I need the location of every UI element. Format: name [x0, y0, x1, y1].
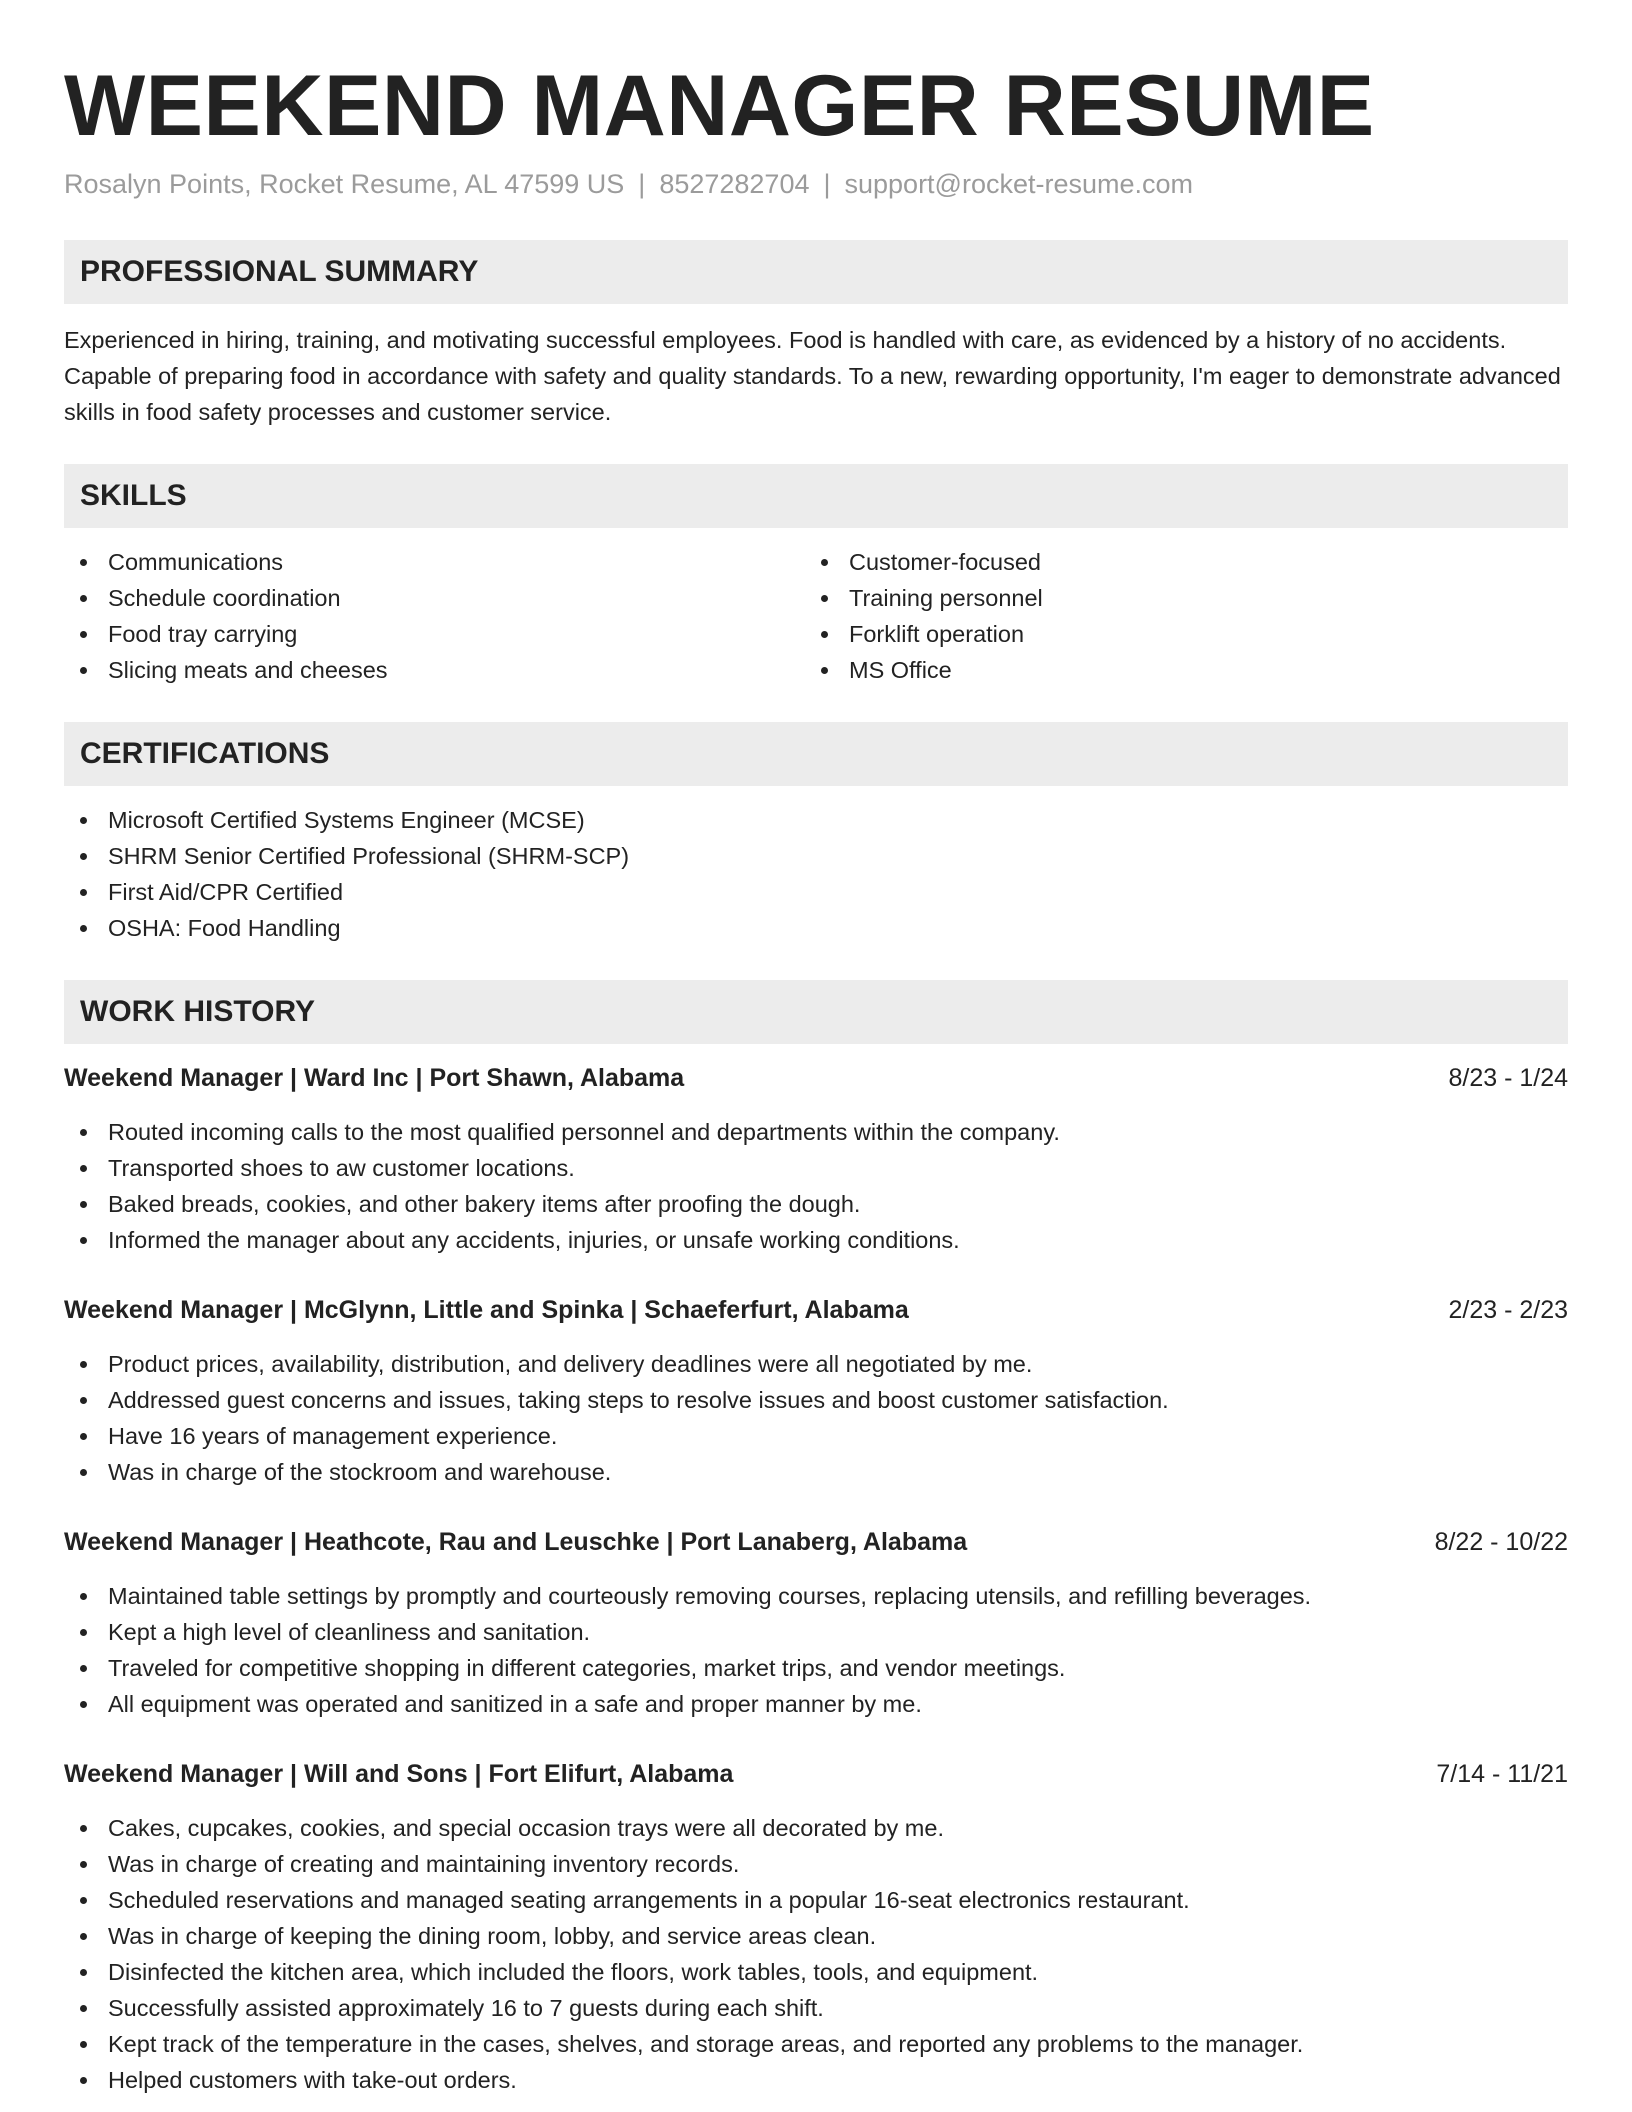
job-bullet: Maintained table settings by promptly and courteously removing courses, replacing utensils, and refilling beverages. [64, 1578, 1568, 1614]
job-title: Weekend Manager | McGlynn, Little and Spinka | Schaeferfurt, Alabama [64, 1296, 909, 1324]
certification-item: SHRM Senior Certified Professional (SHRM-SCP) [64, 838, 1568, 874]
job-dates: 8/22 - 10/22 [1434, 1528, 1568, 1556]
job-bullet: All equipment was operated and sanitized in a safe and proper manner by me. [64, 1686, 1568, 1722]
job-bullet: Was in charge of the stockroom and warehouse. [64, 1454, 1568, 1490]
contact-line [64, 166, 1568, 202]
job-title: Weekend Manager | Heathcote, Rau and Leuschke | Port Lanaberg, Alabama [64, 1528, 968, 1556]
job-bullet: Have 16 years of management experience. [64, 1418, 1568, 1454]
job-dates: 2/23 - 2/23 [1448, 1296, 1568, 1324]
job-entry [64, 1756, 1568, 2098]
job-bullet: Disinfected the kitchen area, which included the floors, work tables, tools, and equipment. [64, 1954, 1568, 1990]
job-bullet: Routed incoming calls to the most qualified personnel and departments within the company. [64, 1114, 1568, 1150]
skill-item: Customer-focused [805, 544, 1546, 580]
job-bullet: Kept track of the temperature in the cases, shelves, and storage areas, and reported any problems to the manager. [64, 2026, 1568, 2062]
contact-address: Rosalyn Points, Rocket Resume, AL 47599 US [64, 169, 625, 199]
skills-grid [64, 544, 1568, 688]
certification-item: OSHA: Food Handling [64, 910, 1568, 946]
job-bullet: Traveled for competitive shopping in different categories, market trips, and vendor meetings. [64, 1650, 1568, 1686]
job-title: Weekend Manager | Will and Sons | Fort Elifurt, Alabama [64, 1760, 734, 1788]
job-bullets [64, 1578, 1568, 1722]
contact-email: support@rocket-resume.com [844, 169, 1194, 199]
job-bullets [64, 1114, 1568, 1258]
job-header [64, 1756, 1568, 1792]
skill-item: Food tray carrying [64, 616, 805, 652]
job-bullets [64, 1346, 1568, 1490]
work-history-section [64, 980, 1568, 2098]
certifications-section [64, 722, 1568, 946]
job-header [64, 1292, 1568, 1328]
job-title: Weekend Manager | Ward Inc | Port Shawn, Alabama [64, 1064, 685, 1092]
job-dates: 7/14 - 11/21 [1436, 1760, 1568, 1788]
job-bullet: Helped customers with take-out orders. [64, 2062, 1568, 2098]
skills-list-right [805, 544, 1546, 688]
work-history-heading: WORK HISTORY [64, 980, 1568, 1044]
skills-heading: SKILLS [64, 464, 1568, 528]
skills-list-left [64, 544, 805, 688]
resume-title: WEEKEND MANAGER RESUME [64, 58, 1375, 154]
summary-section [64, 240, 1568, 430]
job-bullet: Informed the manager about any accidents, injuries, or unsafe working conditions. [64, 1222, 1568, 1258]
skill-item: Schedule coordination [64, 580, 805, 616]
job-bullet: Kept a high level of cleanliness and sanitation. [64, 1614, 1568, 1650]
skill-item: Forklift operation [805, 616, 1546, 652]
contact-phone: 8527282704 [659, 169, 810, 199]
job-dates: 8/23 - 1/24 [1448, 1064, 1568, 1092]
skill-item: Slicing meats and cheeses [64, 652, 805, 688]
certification-item: First Aid/CPR Certified [64, 874, 1568, 910]
contact-separator: | [823, 169, 831, 199]
skill-item: Training personnel [805, 580, 1546, 616]
certifications-list [64, 802, 1568, 946]
skill-item: Communications [64, 544, 805, 580]
job-bullet: Successfully assisted approximately 16 to 7 guests during each shift. [64, 1990, 1568, 2026]
certifications-heading: CERTIFICATIONS [64, 722, 1568, 786]
summary-heading: PROFESSIONAL SUMMARY [64, 240, 1568, 304]
job-entry [64, 1524, 1568, 1722]
job-header [64, 1060, 1568, 1096]
job-bullet: Cakes, cupcakes, cookies, and special occasion trays were all decorated by me. [64, 1810, 1568, 1846]
job-bullet: Was in charge of keeping the dining room, lobby, and service areas clean. [64, 1918, 1568, 1954]
job-bullet: Transported shoes to aw customer locations. [64, 1150, 1568, 1186]
job-bullet: Was in charge of creating and maintaining inventory records. [64, 1846, 1568, 1882]
summary-text: Experienced in hiring, training, and motivating successful employees. Food is handled with care, as evidenced by a history of no accidents. Capable of preparing food in accordance with safety and quality standards. To a new, rewarding opportunity, I'm eager to demonstrate advanced skills in food safety processes and customer service. [64, 327, 1561, 425]
skill-item: MS Office [805, 652, 1546, 688]
job-header [64, 1524, 1568, 1560]
job-bullet: Addressed guest concerns and issues, taking steps to resolve issues and boost customer satisfaction. [64, 1382, 1568, 1418]
job-entry [64, 1292, 1568, 1490]
job-bullet: Product prices, availability, distribution, and delivery deadlines were all negotiated by me. [64, 1346, 1568, 1382]
job-bullets [64, 1810, 1568, 2098]
skills-section [64, 464, 1568, 688]
certification-item: Microsoft Certified Systems Engineer (MCSE) [64, 802, 1568, 838]
contact-separator: | [638, 169, 646, 199]
job-bullet: Baked breads, cookies, and other bakery items after proofing the dough. [64, 1186, 1568, 1222]
job-entry [64, 1060, 1568, 1258]
job-bullet: Scheduled reservations and managed seating arrangements in a popular 16-seat electronics restaurant. [64, 1882, 1568, 1918]
